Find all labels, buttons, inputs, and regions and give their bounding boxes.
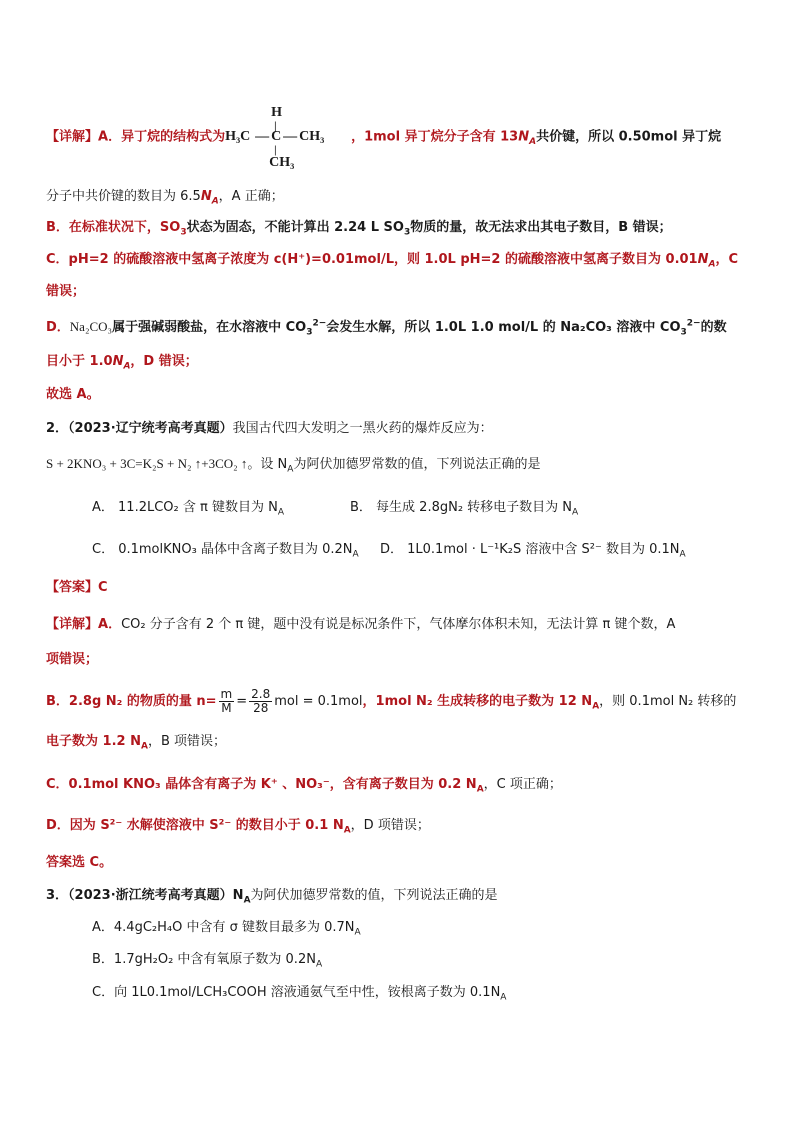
q2-conclusion: 答案选 C。 [46, 855, 113, 870]
detail-conclusion: 故选 A。 [46, 387, 100, 402]
detail-line-c2: 错误； [46, 284, 86, 299]
detail-line-a: 【详解】A．异丁烷的结构式为 H | H₃C — C — CH₃ | CH₃ ，1mol 异丁烷分子含有 $13N_A$共价键，所以 0.50mol 异丁烷 [46, 105, 722, 170]
fraction-2.8-over-28: $\frac{2.8}{28}$ [251, 687, 271, 715]
detail-line-c: C．pH=2 的硫酸溶液中氢离子浓度为 c(H⁺)=0.01mol/L，则 1.0L pH=2 的硫酸溶液中氢离子数目为 $0.01N_A$，C [46, 252, 738, 270]
isobutane-structure: H | H₃C — C — CH₃ | CH₃ [225, 105, 325, 170]
question-2-equation: S + 2KNO₃ + 3C=K₂S + N₂ ↑+3CO₂ ↑。设 $N_A$为阿伏加德罗常数的值，下列说法正确的是 [46, 456, 541, 475]
q2-detail-a: 【详解】A．CO₂ 分子含有 2 个 π 键，题中没有说是标况条件下，气体摩尔体积未知，无法计算 π 键个数，A [46, 617, 676, 632]
detail-tag: 【详解】 [46, 129, 99, 145]
detail-line-a2: 分子中共价键的数目为 $6.5N_A$，A 正确； [46, 189, 284, 207]
q2-detail-b: B．2.8g N₂ 的物质的量 n= $\frac{m}{M}$ = $\frac{2.8}{28}$ mol = 0.1mol，1mol N₂ 生成转移的电子数为 12 $N_A$，则 0.1mol N₂ 转移的 [46, 687, 737, 715]
q2-detail-a2: 项错误； [46, 652, 99, 667]
q2-detail-c: C．0.1mol KNO₃ 晶体含有离子为 K⁺ 、NO₃⁻，含有离子数目为 0.2 $N_A$，C 项正确； [46, 777, 562, 795]
question-2-header: 2．（2023·辽宁统考高考真题）我国古代四大发明之一黑火药的爆炸反应为： [46, 421, 493, 436]
question-2-option-c[interactable]: C． 0.1molKNO₃ 晶体中含离子数目为 $0.2N_A$ [92, 542, 359, 560]
question-2-option-d[interactable]: D． 1L0.1mol · L⁻¹K₂S 溶液中含 S²⁻ 数目为 $0.1N_A$ [380, 542, 686, 560]
detail-line-d: D．Na₂CO₃属于强碱弱酸盐，在水溶液中 $CO_3^{2-}$会发生水解，所以 1.0L 1.0 mol/L 的 Na₂CO₃ 溶液中 $CO_3^{2-}$的数 [46, 318, 727, 338]
q2-detail-d: D．因为 S²⁻ 水解使溶液中 S²⁻ 的数目小于 0.1 $N_A$，D 项错误； [46, 818, 430, 836]
q2-detail-b2: 电子数为 1.2 $N_A$，B 项错误； [46, 734, 226, 752]
question-2-option-a[interactable]: A． 11.2LCO₂ 含 π 键数目为 $N_A$ [92, 500, 284, 518]
question-2-option-b[interactable]: B． 每生成 2.8gN₂ 转移电子数目为 $N_A$ [350, 500, 579, 518]
detail-line-d2: 目小于 $1.0N_A$，D 错误； [46, 354, 198, 372]
question-3-header: 3．（2023·浙江统考高考真题）$N_A$为阿伏加德罗常数的值，下列说法正确的是 [46, 888, 498, 906]
fraction-m-over-m: $\frac{m}{M}$ [220, 687, 233, 715]
detail-line-b: B．在标准状况下，$SO_3$状态为固态，不能计算出 2.24 L $SO_3$物质的量，故无法求出其电子数目，B 错误； [46, 220, 672, 238]
question-2-answer: 【答案】C [46, 580, 108, 595]
question-3-option-a[interactable]: A．4.4gC₂H₄O 中含有 σ 键数目最多为 $0.7N_A$ [92, 920, 361, 938]
question-3-option-c[interactable]: C．向 1L0.1mol/LCH₃COOH 溶液通氨气至中性，铵根离子数为 $0.1N_A$ [92, 985, 507, 1003]
question-3-option-b[interactable]: B．1.7gH₂O₂ 中含有氧原子数为 $0.2N_A$ [92, 952, 323, 970]
